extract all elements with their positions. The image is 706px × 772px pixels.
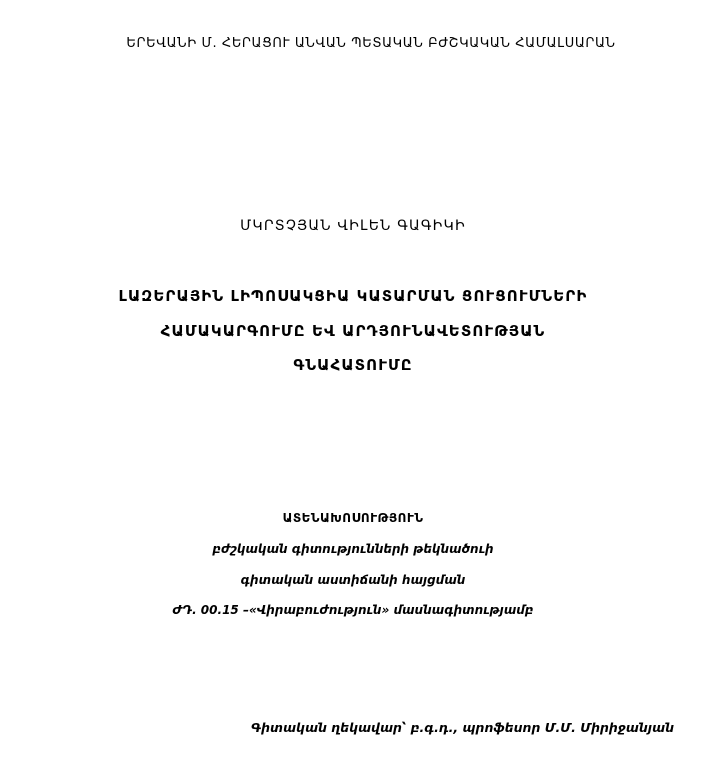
institution-name: ԵՐԵՎԱՆԻ Մ. ՀԵՐԱՑՈՒ ԱՆՎԱՆ ՊԵՏԱԿԱՆ ԲԺՇԿԱԿԱՆ ՀԱՄԱԼՍԱՐԱՆ bbox=[126, 36, 616, 51]
degree-description-line-2: գիտական աստիճանի հայցման bbox=[240, 573, 466, 587]
title-line-1: ԼԱԶԵՐԱՅԻՆ ԼԻՊՈՍԱԿՑԻԱ ԿԱՏԱՐՄԱՆ ՑՈՒՑՈՒՄՆԵՐԻ bbox=[118, 287, 588, 305]
scientific-supervisor: Գիտական ղեկավար՝ բ.գ.դ., պրոֆեսոր Մ.Մ. Միրիջանյան bbox=[250, 720, 674, 735]
title-line-3: ԳՆԱՀԱՏՈՒՄԸ bbox=[293, 356, 413, 374]
author-name: ՄԿՐՏՉՅԱՆ ՎԻԼԵՆ ԳԱԳԻԿԻ bbox=[240, 218, 466, 234]
document-type: ԱՏԵՆԱԽՈՍՈՒԹՅՈՒՆ bbox=[282, 511, 424, 525]
degree-description-line-1: բժշկական գիտությունների թեկնածուի bbox=[212, 542, 494, 556]
title-line-2: ՀԱՄԱԿԱՐԳՈՒՄԸ ԵՎ ԱՐԴՅՈՒՆԱՎԵՏՈՒԹՅԱՆ bbox=[160, 322, 546, 340]
specialty-line: ԺԴ. 00.15 –«Վիրաբուժություն» մասնագիտությամբ bbox=[172, 603, 534, 617]
